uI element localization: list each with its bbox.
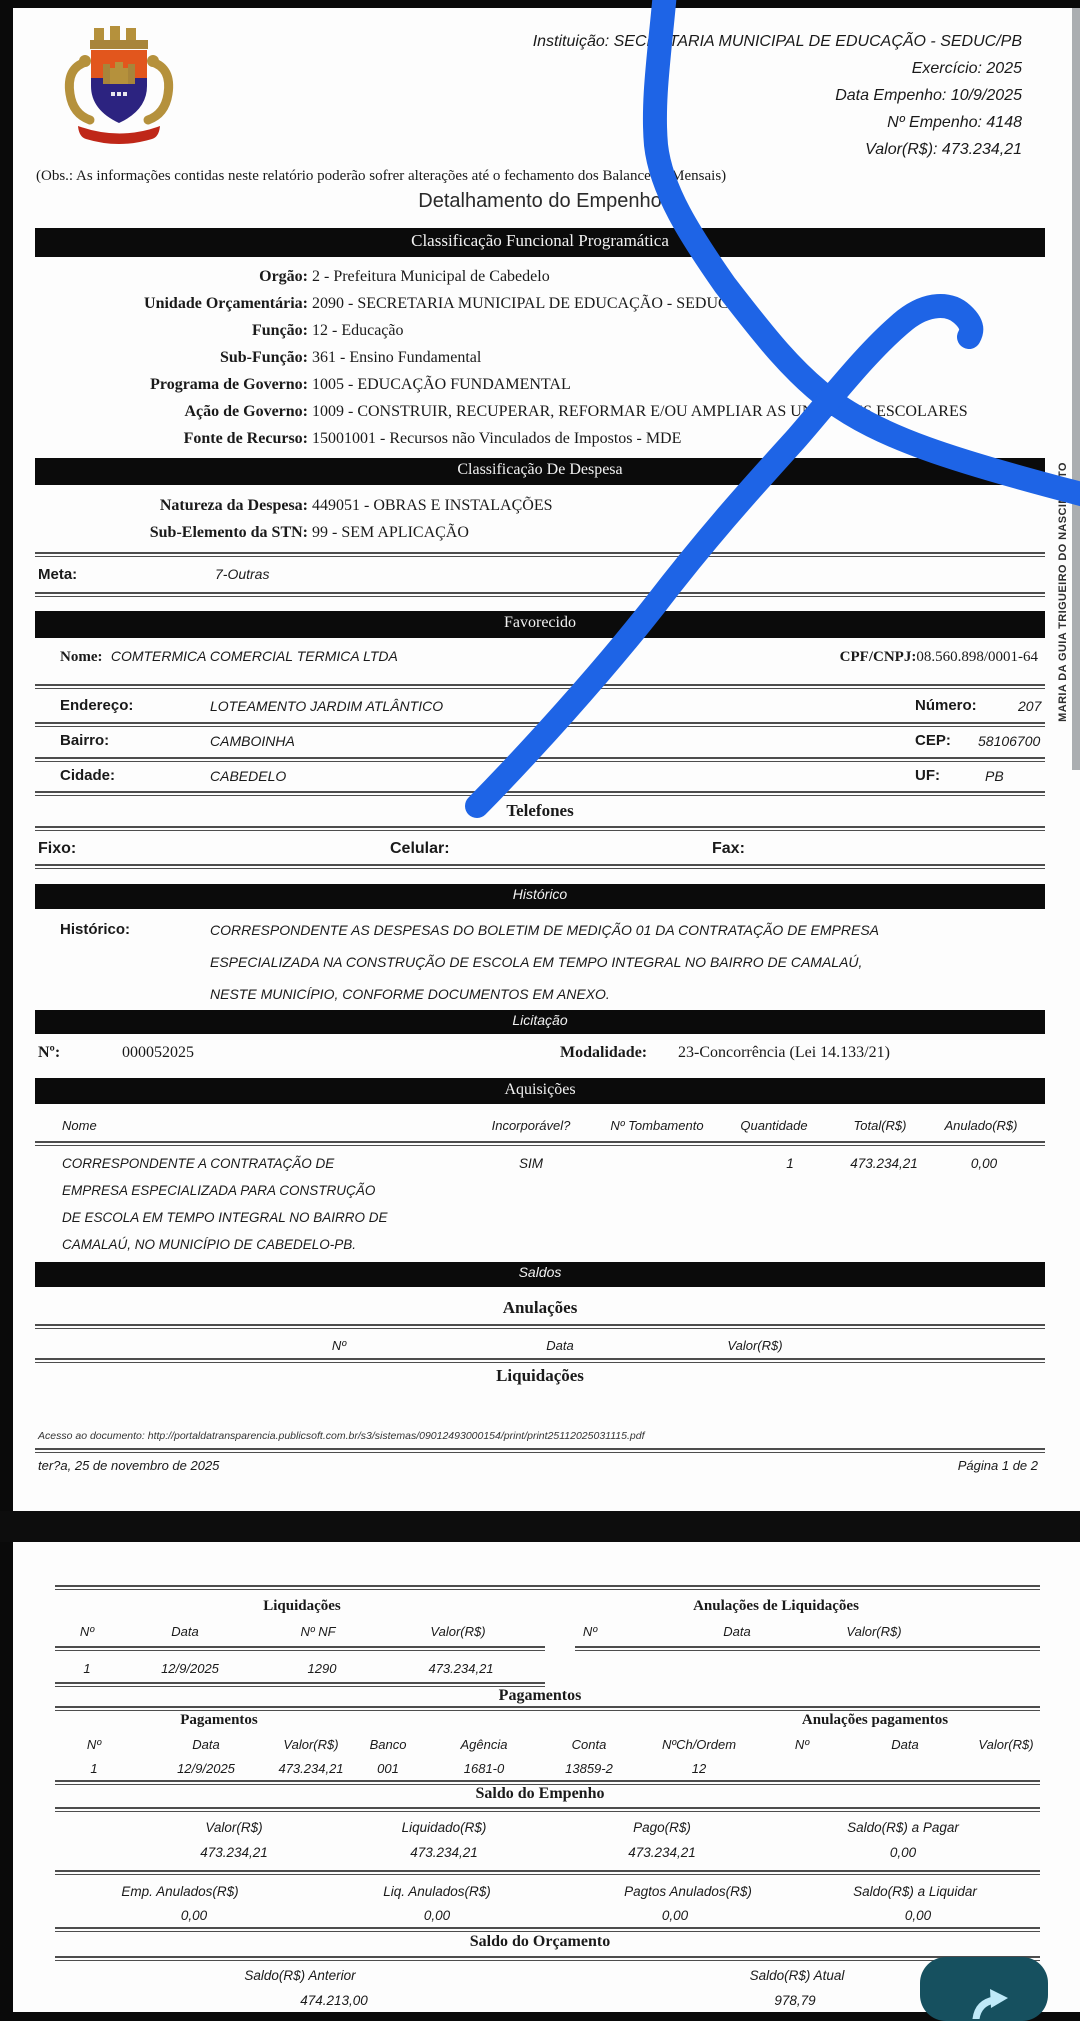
cidade-label: Cidade:	[60, 767, 116, 784]
modalidade-value: 23-Concorrência (Lei 14.133/21)	[678, 1044, 890, 1061]
p2-anulacoes-liquidacoes-title: Anulações de Liquidações	[693, 1598, 859, 1614]
p2-anul-liq-header-data: Data	[723, 1624, 751, 1639]
telefones-heading: Telefones	[506, 801, 574, 820]
divider	[35, 791, 1045, 796]
meta-value: 7-Outras	[215, 566, 270, 582]
section-band-saldos: Saldos	[35, 1262, 1045, 1287]
divider	[55, 1870, 1040, 1875]
aq-row-quantidade: 1	[786, 1156, 794, 1171]
divider	[35, 757, 1045, 762]
p2-liq-header-valor: Valor(R$)	[430, 1624, 486, 1639]
p2-pag-row-numero: 1	[90, 1761, 98, 1776]
aq-header-incorporavel: Incorporável?	[491, 1118, 571, 1133]
p2-pag-row-data: 12/9/2025	[177, 1761, 235, 1776]
p2-pag-row-agencia: 1681-0	[463, 1761, 505, 1776]
section-band-classificacao-funcional: Classificação Funcional Programática	[35, 228, 1045, 257]
p2-so-atual-value: 978,79	[774, 1993, 816, 2008]
fax-label: Fax:	[712, 840, 745, 857]
city-crest-icon	[52, 20, 188, 156]
divider	[35, 1324, 1045, 1329]
section-band-classificacao-despesa: Classificação De Despesa	[35, 458, 1045, 485]
endereco-label: Endereço:	[60, 697, 134, 714]
historico-label: Histórico:	[60, 921, 131, 938]
field-programa-governo: Programa de Governo: 1005 - EDUCAÇÃO FUNDAMENTAL	[150, 376, 571, 393]
p2-se-header-saldo-liquidar: Saldo(R$) a Liquidar	[853, 1884, 977, 1899]
footer-date: ter?a, 25 de novembro de 2025	[38, 1458, 220, 1473]
divider	[35, 1358, 1045, 1363]
field-orgao: Orgão: 2 - Prefeitura Municipal de Cabedelo	[259, 268, 550, 285]
footer-page-number: Página 1 de 2	[957, 1458, 1038, 1473]
divider	[35, 1448, 1045, 1453]
field-funcao: Função: 12 - Educação	[252, 322, 404, 339]
p2-so-atual-label: Saldo(R$) Atual	[749, 1968, 845, 1983]
p2-anul-liq-header-valor: Valor(R$)	[846, 1624, 902, 1639]
favorecido-nome-row: Nome: COMTERMICA COMERCIAL TERMICA LTDA	[60, 648, 398, 665]
p2-liq-row-nf: 1290	[307, 1661, 337, 1676]
p2-pag-header-data: Data	[192, 1737, 220, 1752]
aq-header-tombamento: Nº Tombamento	[610, 1118, 704, 1133]
field-unidade-orcamentaria: Unidade Orçamentária: 2090 - SECRETARIA MUNICIPAL DE EDUCAÇÃO - SEDUC/PB	[144, 295, 753, 312]
historico-line-3: NESTE MUNICÍPIO, CONFORME DOCUMENTOS EM ANEXO.	[210, 986, 610, 1002]
anulacoes-header-data: Data	[546, 1338, 574, 1353]
frame-left	[0, 0, 13, 2021]
licitacao-numero-label: Nº:	[38, 1044, 61, 1061]
anulacoes-heading: Anulações	[502, 1298, 578, 1317]
section-band-historico: Histórico	[35, 884, 1045, 909]
p2-se-header-liquidado: Liquidado(R$)	[401, 1820, 487, 1835]
numero-value: 207	[1018, 698, 1042, 714]
licitacao-numero-value: 000052025	[122, 1044, 194, 1061]
frame-bottom	[0, 2012, 1080, 2021]
divider	[35, 826, 1045, 831]
section-band-favorecido: Favorecido	[35, 611, 1045, 638]
aq-header-quantidade: Quantidade	[740, 1118, 808, 1133]
document-access-url: Acesso ao documento: http://portaldatransparencia.publicsoft.com.br/s3/sistemas/09012493000154/print/print25112025031115.pdf	[38, 1430, 645, 1442]
celular-label: Celular:	[390, 840, 450, 857]
p2-pagamentos-heading: Pagamentos	[498, 1687, 582, 1704]
field-fonte-recurso: Fonte de Recurso: 15001001 - Recursos não Vinculados de Impostos - MDE	[183, 430, 682, 447]
aq-header-anulado: Anulado(R$)	[944, 1118, 1018, 1133]
aq-row-name-line-4: CAMALAÚ, NO MUNICÍPIO DE CABEDELO-PB.	[62, 1237, 357, 1252]
p2-pag-header-banco: Banco	[369, 1737, 407, 1752]
share-button[interactable]	[920, 1957, 1048, 2021]
p2-so-anterior-label: Saldo(R$) Anterior	[244, 1968, 356, 1983]
historico-line-2: ESPECIALIZADA NA CONSTRUÇÃO DE ESCOLA EM TEMPO INTEGRAL NO BAIRRO DE CAMALAÚ,	[210, 954, 863, 970]
page-separator	[0, 1511, 1080, 1542]
divider	[55, 1927, 1040, 1932]
p2-liq-row-valor: 473.234,21	[428, 1661, 494, 1676]
divider	[35, 684, 1045, 689]
divider	[35, 592, 1045, 597]
p2-pag-row-conta: 13859-2	[565, 1761, 613, 1776]
uf-label: UF:	[915, 767, 940, 784]
p2-anul-pag-header-data: Data	[891, 1737, 919, 1752]
field-natureza-despesa: Natureza da Despesa: 449051 - OBRAS E INSTALAÇÕES	[159, 497, 553, 514]
header-num-empenho: Nº Empenho: 4148	[887, 114, 1022, 131]
header-exercicio: Exercício: 2025	[911, 60, 1022, 77]
p2-pag-header-chordem: NºCh/Ordem	[661, 1737, 737, 1752]
p2-se-value-pagtos-anulados: 0,00	[661, 1908, 689, 1923]
aq-row-name-line-3: DE ESCOLA EM TEMPO INTEGRAL NO BAIRRO DE	[62, 1210, 388, 1225]
divider	[35, 1141, 1045, 1146]
header-institution: Instituição: SECRETARIA MUNICIPAL DE EDUCAÇÃO - SEDUC/PB	[532, 33, 1022, 50]
modalidade-label: Modalidade:	[560, 1044, 648, 1061]
aq-header-total: Total(R$)	[853, 1118, 907, 1133]
endereco-value: LOTEAMENTO JARDIM ATLÂNTICO	[210, 698, 444, 714]
p2-liq-header-numero: Nº	[79, 1624, 95, 1639]
header-valor: Valor(R$): 473.234,21	[865, 141, 1022, 158]
aq-row-name-line-1: CORRESPONDENTE A CONTRATAÇÃO DE	[62, 1156, 335, 1171]
aq-row-total: 473.234,21	[850, 1156, 918, 1171]
p2-pag-header-valor: Valor(R$)	[283, 1737, 339, 1752]
field-acao-governo: Ação de Governo: 1009 - CONSTRUIR, RECUPERAR, REFORMAR E/OU AMPLIAR AS UNIDADES ESCOLARES	[184, 403, 968, 420]
p2-se-value-liquidado: 473.234,21	[410, 1845, 478, 1860]
p2-pag-header-agencia: Agência	[460, 1737, 508, 1752]
aq-row-incorporavel: SIM	[518, 1156, 544, 1171]
p2-liq-header-data: Data	[171, 1624, 199, 1639]
p2-se-header-saldo-pagar: Saldo(R$) a Pagar	[847, 1820, 959, 1835]
p2-liq-header-nf: Nº NF	[300, 1624, 336, 1639]
fixo-label: Fixo:	[38, 840, 77, 857]
aq-row-name-line-2: EMPRESA ESPECIALIZADA PARA CONSTRUÇÃO	[62, 1183, 376, 1198]
historico-line-1: CORRESPONDENTE AS DESPESAS DO BOLETIM DE MEDIÇÃO 01 DA CONTRATAÇÃO DE EMPRESA	[210, 922, 880, 938]
p2-saldo-empenho-heading: Saldo do Empenho	[475, 1785, 605, 1802]
bairro-value: CAMBOINHA	[210, 733, 295, 749]
anulacoes-header-valor: Valor(R$)	[727, 1338, 783, 1353]
p2-se-header-pagtos-anulados: Pagtos Anulados(R$)	[624, 1884, 752, 1899]
p2-anul-pag-header-numero: Nº	[794, 1737, 810, 1752]
divider	[55, 1646, 545, 1651]
uf-value: PB	[985, 768, 1004, 784]
vertical-signature-name: MARIA DA GUIA TRIGUEIRO DO NASCIMENTO	[1057, 462, 1069, 722]
p2-pag-header-conta: Conta	[571, 1737, 607, 1752]
p2-se-value-liq-anulados: 0,00	[423, 1908, 451, 1923]
p2-se-header-liq-anulados: Liq. Anulados(R$)	[383, 1884, 491, 1899]
aq-header-nome: Nome	[62, 1118, 97, 1133]
frame-top	[0, 0, 1080, 8]
p2-pag-header-numero: Nº	[86, 1737, 102, 1752]
section-band-licitacao: Licitação	[35, 1010, 1045, 1034]
p2-se-value-saldo-pagar: 0,00	[889, 1845, 917, 1860]
header-data-empenho: Data Empenho: 10/9/2025	[835, 87, 1022, 104]
obs-note: (Obs.: As informações contidas neste relatório poderão sofrer alterações até o fechamento dos Balancetes Mensais)	[36, 168, 727, 184]
divider	[55, 1706, 1040, 1711]
p2-saldo-orcamento-heading: Saldo do Orçamento	[469, 1933, 611, 1950]
p2-liquidacoes-title: Liquidações	[263, 1598, 341, 1614]
numero-label: Número:	[915, 697, 977, 714]
p2-se-header-valor: Valor(R$)	[205, 1820, 263, 1835]
cep-label: CEP:	[915, 732, 951, 749]
anulacoes-header-numero: Nº	[331, 1338, 347, 1353]
bairro-label: Bairro:	[60, 732, 110, 749]
cep-value: 58106700	[978, 733, 1041, 749]
p2-anul-pag-header-valor: Valor(R$)	[978, 1737, 1034, 1752]
p2-se-header-pago: Pago(R$)	[633, 1820, 691, 1835]
cidade-value: CABEDELO	[210, 768, 287, 784]
field-sub-funcao: Sub-Função: 361 - Ensino Fundamental	[219, 349, 482, 366]
divider	[55, 1956, 1040, 1961]
p2-se-value-pago: 473.234,21	[628, 1845, 696, 1860]
page-title: Detalhamento do Empenho	[418, 190, 662, 212]
aq-row-anulado: 0,00	[970, 1156, 998, 1171]
p2-se-header-emp-anulados: Emp. Anulados(R$)	[121, 1884, 239, 1899]
scan-edge-right	[1072, 8, 1080, 770]
field-sub-elemento-stn: Sub-Elemento da STN: 99 - SEM APLICAÇÃO	[149, 524, 469, 541]
divider	[35, 552, 1045, 557]
p2-se-value-emp-anulados: 0,00	[180, 1908, 208, 1923]
p2-se-value-saldo-liquidar: 0,00	[904, 1908, 932, 1923]
divider	[35, 864, 1045, 869]
p2-anul-liq-header-numero: Nº	[582, 1624, 598, 1639]
p2-so-anterior-value: 474.213,00	[300, 1993, 368, 2008]
p2-pagamentos-subtitle: Pagamentos	[180, 1712, 258, 1728]
divider	[55, 1807, 1040, 1812]
meta-label: Meta:	[38, 566, 78, 583]
divider	[55, 1585, 1040, 1590]
p2-pag-row-banco: 001	[377, 1761, 399, 1776]
share-icon	[972, 1989, 1008, 2021]
p2-pag-row-valor: 473.234,21	[278, 1761, 344, 1776]
favorecido-cpf: CPF/CNPJ:08.560.898/0001-64	[839, 649, 1038, 665]
divider	[575, 1646, 1040, 1651]
p2-anulacoes-pagamentos-title: Anulações pagamentos	[801, 1712, 949, 1728]
p2-liq-row-numero: 1	[83, 1661, 91, 1676]
p2-pag-row-chordem: 12	[691, 1761, 707, 1776]
section-band-aquisicoes: Aquisições	[35, 1078, 1045, 1104]
p2-liq-row-data: 12/9/2025	[161, 1661, 219, 1676]
liquidacoes-heading: Liquidações	[496, 1366, 584, 1385]
divider	[35, 722, 1045, 727]
p2-se-value-valor: 473.234,21	[200, 1845, 268, 1860]
